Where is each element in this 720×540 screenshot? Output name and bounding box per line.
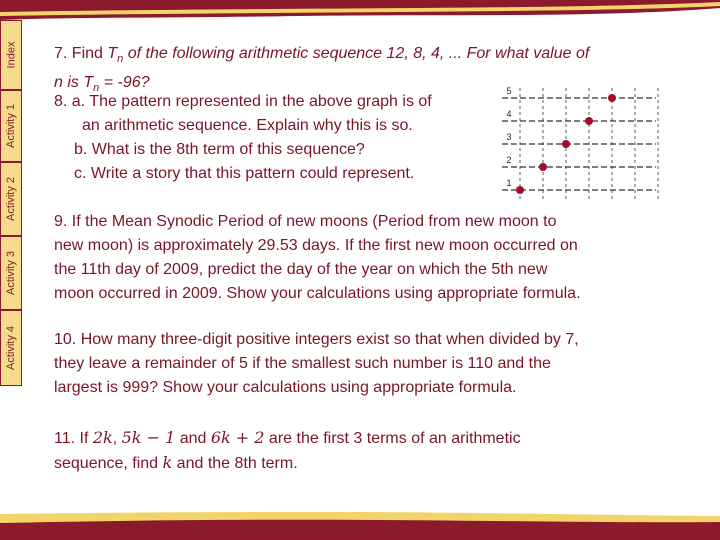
tab-activity-1[interactable] bbox=[0, 90, 22, 162]
data-point bbox=[539, 163, 547, 171]
question-9-line-4: moon occurred in 2009. Show your calculations using appropriate formula. bbox=[54, 285, 581, 302]
question-11-line-2: sequence, find k and the 8th term. bbox=[54, 453, 298, 472]
tab-activity-2-label: Activity 2 bbox=[5, 176, 18, 222]
tab-activity-4[interactable] bbox=[0, 310, 22, 386]
question-11-line-1: 11. If 2k, 5k − 1 and 6k + 2 are the first 3 terms of an arithmetic bbox=[54, 428, 521, 447]
y-tick-label: 5 bbox=[506, 86, 512, 96]
data-point bbox=[585, 117, 593, 125]
question-8 bbox=[54, 90, 432, 186]
data-point bbox=[608, 94, 616, 102]
question-7-line-2: n is $T_n = -96$? bbox=[54, 74, 150, 95]
question-10-line-3: largest is 999? Show your calculations using appropriate formula. bbox=[54, 379, 517, 396]
bottom-decorative-band bbox=[0, 510, 720, 540]
tab-activity-2[interactable] bbox=[0, 162, 22, 236]
tab-index[interactable] bbox=[0, 20, 22, 90]
question-7-line-1: 7. Find $T_n$ of the following arithmetic sequence 12, 8, 4, ... For what value of bbox=[54, 45, 590, 66]
question-9-line-1: 9. If the Mean Synodic Period of new moons (Period from new moon to bbox=[54, 213, 557, 230]
tab-activity-1-label: Activity 1 bbox=[5, 103, 18, 149]
question-8a-line-1: 8. a. The pattern represented in the above graph is of bbox=[54, 93, 432, 110]
question-9 bbox=[54, 210, 581, 306]
top-decorative-band bbox=[0, 0, 720, 22]
question-8a-line-2: an arithmetic sequence. Explain why this is so. bbox=[82, 117, 413, 134]
tab-activity-3-label: Activity 3 bbox=[5, 250, 18, 296]
y-tick-label: 1 bbox=[506, 178, 512, 188]
sequence-graph bbox=[500, 86, 660, 206]
tab-activity-3[interactable] bbox=[0, 236, 22, 310]
y-tick-label: 3 bbox=[506, 132, 512, 142]
tab-index-label: Index bbox=[5, 41, 18, 69]
y-tick-label: 2 bbox=[506, 155, 512, 165]
question-10 bbox=[54, 328, 579, 400]
question-11 bbox=[54, 426, 521, 476]
question-8c: c. Write a story that this pattern could represent. bbox=[74, 165, 415, 182]
y-tick-label: 4 bbox=[506, 109, 512, 119]
tab-activity-4-label: Activity 4 bbox=[5, 325, 18, 371]
question-10-line-2: they leave a remainder of 5 if the smallest such number is 110 and the bbox=[54, 355, 551, 372]
data-point bbox=[562, 140, 570, 148]
side-tab-bar bbox=[0, 20, 22, 370]
question-8b: b. What is the 8th term of this sequence? bbox=[74, 141, 365, 158]
question-10-line-1: 10. How many three-digit positive integers exist so that when divided by 7, bbox=[54, 331, 579, 348]
question-9-line-3: the 11th day of 2009, predict the day of the year on which the 5th new bbox=[54, 261, 548, 278]
data-point bbox=[516, 186, 524, 194]
question-9-line-2: new moon) is approximately 29.53 days. If the first new moon occurred on bbox=[54, 237, 578, 254]
